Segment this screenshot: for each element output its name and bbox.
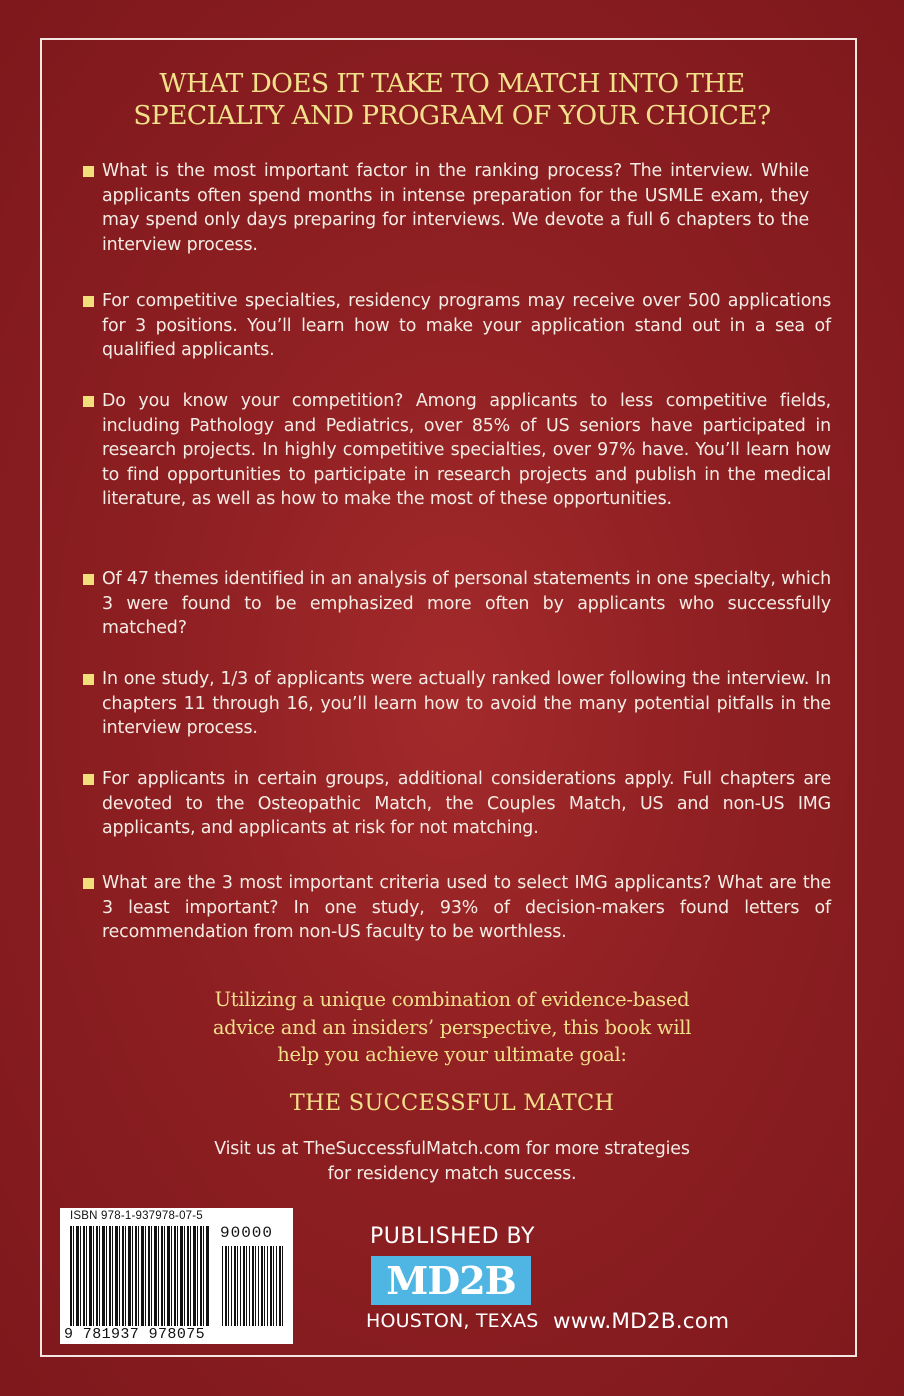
bullet-text: In one study, 1/3 of applicants were actually ranked lower following the interview. In chapters 11 through 16, you’ll learn how to avoid the many potential pitfalls in the interview process. (102, 669, 831, 738)
website-promo (150, 1137, 754, 1186)
closing-line-2: advice and an insiders’ perspective, this book will (212, 1015, 692, 1039)
bullet-list (80, 159, 831, 942)
isbn-label: ISBN 978-1-937978-07-5 (70, 1210, 203, 1222)
back-cover-headline (60, 68, 844, 132)
publisher-website: www.MD2B.com (553, 1309, 730, 1334)
book-title-brand: THE SUCCESSFUL MATCH (289, 1090, 615, 1116)
md2b-logo: MD2B (371, 1256, 531, 1305)
headline-line-2: SPECIALTY AND PROGRAM OF YOUR CHOICE? (133, 100, 771, 131)
bullet-text: Do you know your competition? Among applicants to less competitive fields, including Pathology and Pediatrics, over 85% of US seniors have participated in research projects. In highly competitive specialties, over 97% have. You’ll learn how to find opportunities to participate in research projects and publish in the medical literature, as well as how to make the most of these opportunities. (102, 391, 831, 509)
closing-line-3: help you achieve your ultimate goal: (277, 1043, 627, 1066)
visit-line-2: for residency match success. (327, 1163, 577, 1184)
price-code: 90000 (220, 1224, 274, 1242)
bullet-text: What is the most important factor in the ranking process? The interview. While applicants often spend months in intense preparation for the USMLE exam, they may spend only days preparing for interviews. We devote a full 6 chapters to the interview process. (102, 161, 809, 255)
publisher-city: HOUSTON, TEXAS (366, 1310, 539, 1332)
square-bullet-icon (83, 574, 94, 585)
isbn-digits: 9 781937 978075 (64, 1326, 206, 1343)
bullet-item (80, 767, 831, 841)
isbn-barcode (60, 1208, 293, 1344)
barcode-main-bars (70, 1226, 210, 1326)
square-bullet-icon (83, 396, 94, 407)
bullet-item (80, 159, 809, 257)
headline-line-1: WHAT DOES IT TAKE TO MATCH INTO THE (159, 68, 745, 99)
closing-statement (150, 986, 754, 1069)
visit-line-1: Visit us at TheSuccessfulMatch.com for more strategies (214, 1139, 690, 1159)
square-bullet-icon (83, 774, 94, 785)
bullet-item (80, 567, 831, 641)
bullet-item (80, 871, 831, 945)
barcode-addon-bars (222, 1246, 284, 1326)
bullet-text: For competitive specialties, residency programs may receive over 500 applications for 3 positions. You’ll learn how to make your application stand out in a sea of qualified applicants. (102, 291, 831, 360)
square-bullet-icon (83, 296, 94, 307)
bullet-item (80, 667, 831, 741)
closing-line-1: Utilizing a unique combination of evidence-based (214, 988, 690, 1011)
square-bullet-icon (83, 674, 94, 685)
bullet-text: What are the 3 most important criteria used to select IMG applicants? What are the 3 least important? In one study, 93% of decision-makers found letters of recommendation from non-US faculty to be worthless. (102, 873, 831, 942)
bullet-text: For applicants in certain groups, additional considerations apply. Full chapters are devoted to the Osteopathic Match, the Couples Match, US and non-US IMG applicants, and applicants at risk for not matching. (102, 769, 831, 838)
square-bullet-icon (83, 878, 94, 889)
bullet-text: Of 47 themes identified in an analysis of personal statements in one specialty, which 3 were found to be emphasized more often by applicants who successfully matched? (102, 569, 831, 638)
square-bullet-icon (83, 166, 94, 177)
bullet-item (80, 289, 831, 363)
published-by-label: PUBLISHED BY (370, 1224, 535, 1249)
bullet-item (80, 389, 831, 512)
